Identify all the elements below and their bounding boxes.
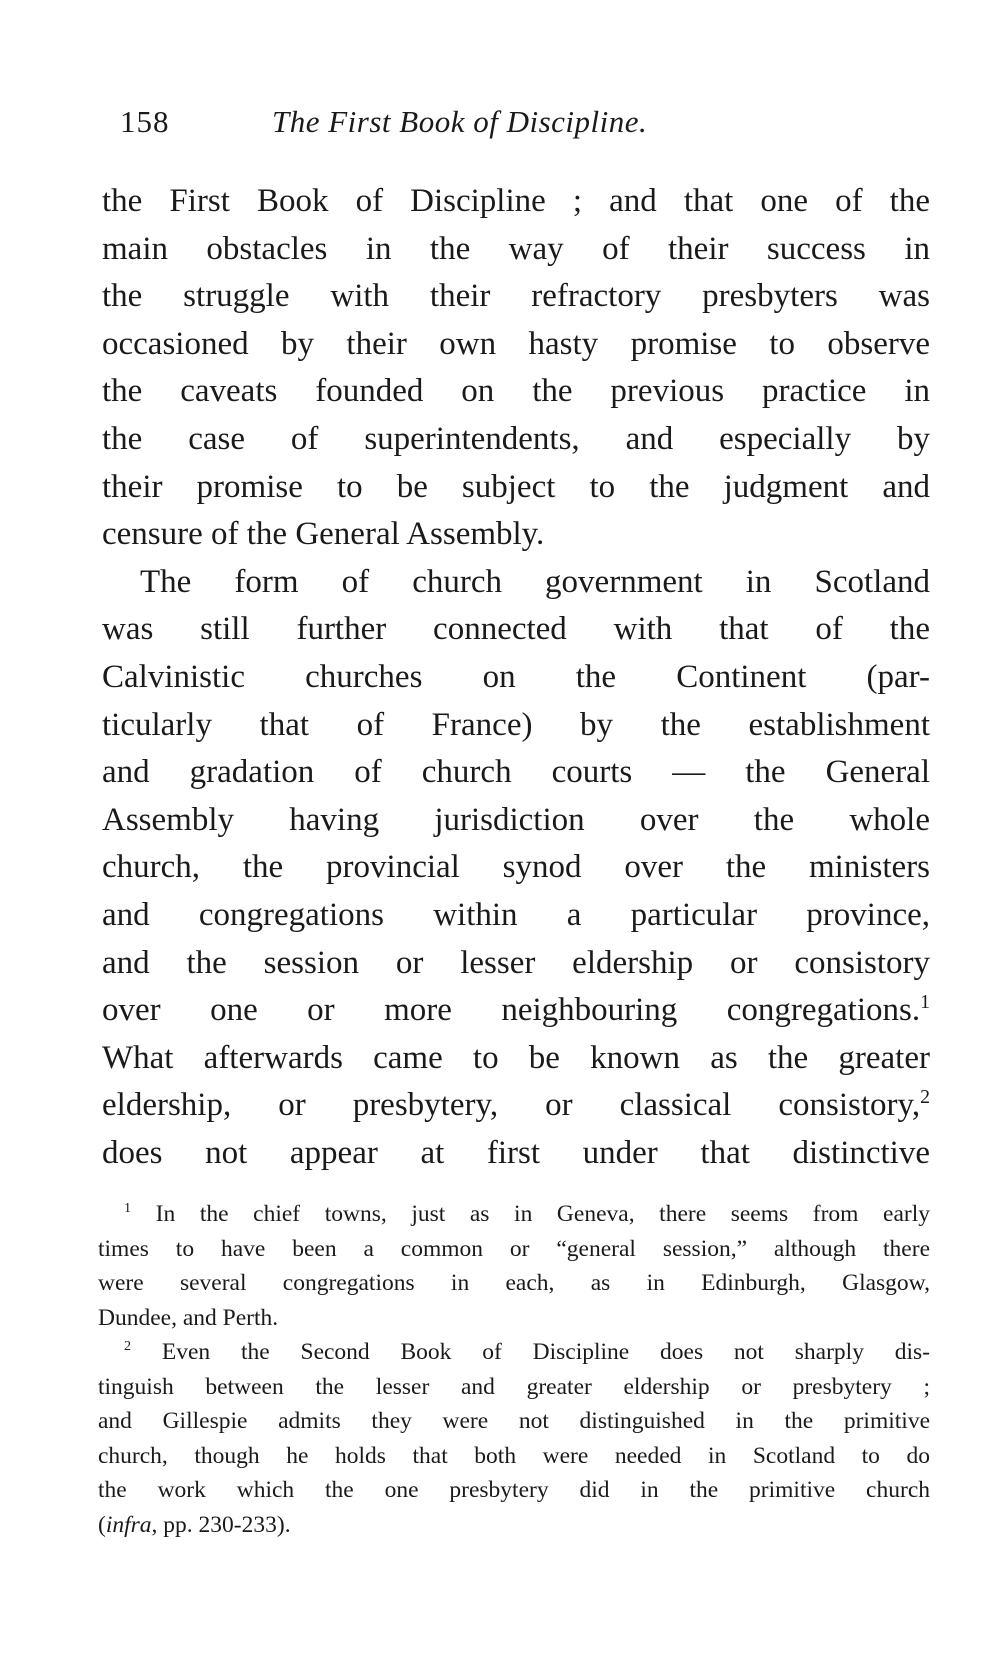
body-line-with-note-2 — [102, 1082, 930, 1130]
body-line-with-note-1 — [102, 987, 930, 1035]
paragraph-start-line: The form of church government in Scotland — [140, 563, 930, 600]
body-line-text: eldership, or presbytery, or classical consistory, — [102, 1087, 921, 1124]
body-line: Calvinistic churches on the Continent (par- — [102, 658, 930, 695]
body-line: was still further connected with that of the — [102, 611, 930, 648]
footnote-1-first-line — [98, 1197, 930, 1232]
body-line: What afterwards came to be known as the greater — [102, 1039, 930, 1076]
footnote-1-line: times to have been a common or “general session,” although there — [98, 1235, 930, 1262]
footnote-2-marker: 2 — [124, 1338, 132, 1355]
footnote-1-line: Dundee, and Perth. — [98, 1304, 279, 1331]
footnote-2-line: the work which the one presbytery did in the primitive church — [98, 1477, 930, 1503]
footnote-2-first-line — [98, 1335, 930, 1370]
body-line: ticularly that of France) by the establishment — [102, 706, 930, 743]
footnote-2-page-ref: , pp. 230-233). — [151, 1511, 291, 1538]
body-line: their promise to be subject to the judgment and — [102, 468, 930, 505]
footnote-2-italic-ref: infra — [105, 1511, 152, 1538]
body-line: does not appear at first under that distinctive — [102, 1134, 930, 1171]
body-line: main obstacles in the way of their success in — [102, 230, 930, 267]
footnote-1-text: In the chief towns, just as in Geneva, there seems from early — [155, 1201, 931, 1227]
footnote-1-line: were several congregations in each, as in Edinburgh, Glasgow, — [98, 1270, 930, 1296]
footnote-2-line: and Gillespie admits they were not distinguished in the primitive — [98, 1408, 930, 1434]
body-line: Assembly having jurisdiction over the whole — [102, 801, 930, 838]
running-title: The First Book of Discipline. — [272, 104, 648, 139]
page-number: 158 — [120, 104, 170, 139]
footnote-ref-2: 2 — [920, 1086, 930, 1109]
body-line: the First Book of Discipline ; and that one of the — [102, 183, 930, 219]
footnote-1-marker: 1 — [124, 1200, 132, 1217]
body-line: censure of the General Assembly. — [102, 516, 545, 553]
body-line: the case of superintendents, and especially by — [102, 420, 930, 457]
body-line-text: over one or more neighbouring congregations. — [102, 992, 921, 1029]
body-line: church, the provincial synod over the ministers — [102, 849, 930, 886]
running-header — [120, 104, 880, 144]
footnote-2-line: tinguish between the lesser and greater eldership or presbytery ; — [98, 1373, 930, 1400]
footnotes — [98, 1197, 930, 1542]
body-text — [102, 178, 930, 1177]
body-line: occasioned by their own hasty promise to observe — [102, 325, 930, 362]
footnote-2-text: Even the Second Book of Discipline does not sharply dis- — [161, 1339, 931, 1365]
footnote-2-line: church, though he holds that both were needed in Scotland to do — [98, 1442, 930, 1469]
body-line: and congregations within a particular province, — [102, 896, 930, 933]
body-line: and gradation of church courts — the General — [102, 754, 930, 791]
footnote-ref-1: 1 — [920, 991, 930, 1014]
body-line: the struggle with their refractory presbyters was — [102, 278, 930, 315]
body-line: and the session or lesser eldership or consistory — [102, 944, 930, 981]
body-line: the caveats founded on the previous practice in — [102, 373, 930, 410]
footnote-2-last-line: (infra, pp. 230-233). — [98, 1511, 291, 1538]
